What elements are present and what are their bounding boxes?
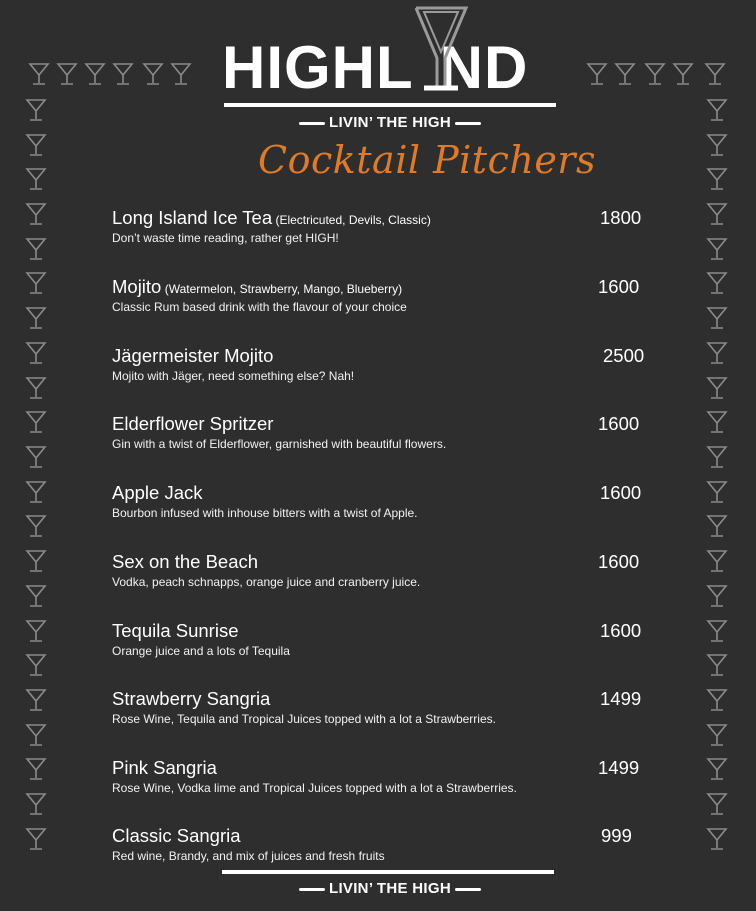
martini-glass-icon	[25, 513, 47, 539]
section-title: Cocktail Pitchers	[258, 138, 596, 182]
item-title: Classic Sangria	[112, 825, 241, 846]
martini-glass-icon	[706, 652, 728, 678]
martini-glass-icon	[672, 61, 694, 87]
martini-glass-icon	[706, 722, 728, 748]
item-description: Classic Rum based drink with the flavour of your choice	[112, 300, 407, 314]
martini-glass-icon	[25, 166, 47, 192]
item-name	[112, 825, 241, 847]
item-title: Mojito	[112, 276, 162, 297]
martini-glass-icon	[84, 61, 106, 87]
martini-glass-icon	[25, 270, 47, 296]
martini-glass-icon	[586, 61, 608, 87]
martini-glass-icon	[25, 687, 47, 713]
martini-glass-icon	[25, 132, 47, 158]
menu-item	[112, 207, 672, 257]
martini-glass-icon	[56, 61, 78, 87]
item-title: Sex on the Beach	[112, 551, 259, 572]
item-title: Pink Sangria	[112, 757, 217, 778]
item-description: Gin with a twist of Elderflower, garnished with beautiful flowers.	[112, 437, 447, 451]
item-description: Rose Wine, Tequila and Tropical Juices topped with a lot a Strawberries.	[112, 712, 496, 726]
martini-glass-icon	[25, 340, 47, 366]
item-price: 1800	[600, 207, 642, 228]
item-title: Apple Jack	[112, 482, 203, 503]
item-price: 1600	[600, 482, 642, 503]
item-price: 999	[601, 825, 632, 846]
item-name	[112, 620, 239, 642]
logo-underline	[224, 103, 556, 107]
martini-glass-icon	[25, 722, 47, 748]
dash-icon	[299, 122, 325, 125]
item-description: Red wine, Brandy, and mix of juices and fresh fruits	[112, 849, 385, 863]
martini-glass-icon	[410, 4, 472, 92]
item-description: Vodka, peach schnapps, orange juice and cranberry juice.	[112, 575, 421, 589]
martini-glass-icon	[706, 305, 728, 331]
item-name	[112, 551, 258, 573]
item-price: 1499	[600, 688, 642, 709]
item-name	[112, 276, 402, 298]
martini-glass-icon	[706, 236, 728, 262]
martini-glass-icon	[25, 375, 47, 401]
martini-glass-icon	[706, 513, 728, 539]
item-title: Jägermeister Mojito	[112, 345, 274, 366]
martini-glass-icon	[170, 61, 192, 87]
item-description: Bourbon infused with inhouse bitters with a twist of Apple.	[112, 506, 418, 520]
martini-glass-icon	[25, 444, 47, 470]
logo-text: HIGHL ND	[222, 34, 529, 101]
item-name	[112, 207, 431, 229]
item-price: 2500	[603, 345, 645, 366]
martini-glass-icon	[706, 826, 728, 852]
martini-glass-icon	[25, 305, 47, 331]
martini-glass-icon	[25, 791, 47, 817]
martini-glass-icon	[25, 583, 47, 609]
item-price: 1600	[600, 620, 642, 641]
martini-glass-icon	[706, 756, 728, 782]
martini-glass-icon	[28, 61, 50, 87]
item-title: Tequila Sunrise	[112, 620, 239, 641]
item-name	[112, 688, 270, 710]
item-name	[112, 345, 273, 367]
martini-glass-icon	[614, 61, 636, 87]
martini-glass-icon	[644, 61, 666, 87]
martini-glass-icon	[25, 548, 47, 574]
dash-icon	[299, 888, 325, 891]
item-price: 1600	[598, 276, 640, 297]
item-title: Elderflower Spritzer	[112, 413, 274, 434]
menu-item	[112, 757, 672, 807]
item-variants: (Electricuted, Devils, Classic)	[272, 213, 431, 227]
martini-glass-icon	[25, 236, 47, 262]
item-name	[112, 757, 217, 779]
tagline-text: LIVIN’ THE HIGH	[328, 114, 451, 131]
dash-icon	[455, 122, 481, 125]
dash-icon	[455, 888, 481, 891]
martini-glass-icon	[706, 444, 728, 470]
menu-item	[112, 551, 672, 601]
martini-glass-icon	[706, 132, 728, 158]
tagline-top	[224, 114, 556, 131]
menu-item	[112, 413, 672, 463]
martini-glass-icon	[706, 97, 728, 123]
item-price: 1499	[598, 757, 640, 778]
martini-glass-icon	[706, 791, 728, 817]
item-description: Don’t waste time reading, rather get HIGH!	[112, 231, 339, 245]
item-name	[112, 413, 273, 435]
martini-glass-icon	[706, 548, 728, 574]
martini-glass-icon	[706, 409, 728, 435]
item-name	[112, 482, 203, 504]
martini-glass-icon	[706, 340, 728, 366]
item-title: Strawberry Sangria	[112, 688, 271, 709]
item-title: Long Island Ice Tea	[112, 207, 273, 228]
martini-glass-icon	[706, 687, 728, 713]
martini-glass-icon	[25, 826, 47, 852]
martini-glass-icon	[25, 97, 47, 123]
menu-item	[112, 620, 672, 670]
martini-glass-icon	[706, 479, 728, 505]
menu-item	[112, 276, 672, 326]
menu-item	[112, 482, 672, 532]
item-variants: (Watermelon, Strawberry, Mango, Blueberry)	[161, 282, 403, 296]
item-description: Mojito with Jäger, need something else? Nah!	[112, 369, 355, 383]
martini-glass-icon	[706, 375, 728, 401]
martini-glass-icon	[25, 201, 47, 227]
item-description: Orange juice and a lots of Tequila	[112, 644, 290, 658]
item-price: 1600	[598, 413, 640, 434]
martini-glass-icon	[25, 409, 47, 435]
footer-rule	[222, 870, 554, 874]
martini-glass-icon	[142, 61, 164, 87]
martini-glass-icon	[704, 61, 726, 87]
menu-item	[112, 688, 672, 738]
menu-item	[112, 345, 672, 395]
martini-glass-icon	[706, 270, 728, 296]
martini-glass-icon	[25, 756, 47, 782]
martini-glass-icon	[706, 166, 728, 192]
tagline-bottom	[224, 880, 556, 897]
martini-glass-icon	[706, 583, 728, 609]
item-price: 1600	[598, 551, 640, 572]
martini-glass-icon	[25, 618, 47, 644]
item-description: Rose Wine, Vodka lime and Tropical Juices topped with a lot a Strawberries.	[112, 781, 517, 795]
martini-glass-icon	[25, 652, 47, 678]
martini-glass-icon	[25, 479, 47, 505]
martini-glass-icon	[706, 618, 728, 644]
menu-item	[112, 825, 672, 875]
tagline-text: LIVIN’ THE HIGH	[328, 880, 451, 897]
martini-glass-icon	[706, 201, 728, 227]
martini-glass-icon	[112, 61, 134, 87]
